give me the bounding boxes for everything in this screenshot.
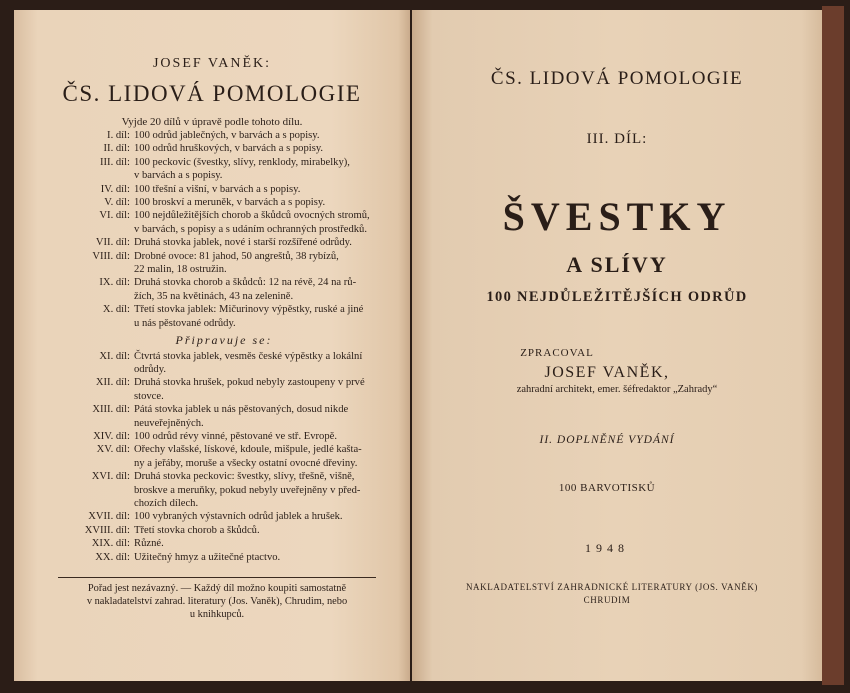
- volume-item: [54, 524, 394, 537]
- note-line: Pořad jest nezávazný. — Každý díl možno koupiti samostatně: [87, 583, 347, 594]
- description-line: 100 odrůd hruškových, v barvách a s popisy.: [134, 143, 324, 155]
- year: 1948: [585, 541, 629, 555]
- compiled-by: ZPRACOVAL: [520, 347, 594, 359]
- volume-description: [134, 443, 394, 470]
- book-cover-edge: [822, 6, 844, 685]
- volume-description: [134, 510, 394, 523]
- description-line: Druhá stovka chorob a škůdců: 12 na révě, 24 na rů-: [134, 277, 357, 289]
- note: [44, 582, 390, 621]
- description-line: 22 malin, 18 ostružin.: [134, 264, 227, 276]
- author-role: zahradní architekt, emer. šéfredaktor „Zahrady“: [516, 384, 718, 395]
- preparing-heading: Připravuje se:: [175, 333, 273, 348]
- description-line: v barvách, s popisy a s udáním ochranných prostředků.: [134, 223, 368, 235]
- volume-description: [134, 183, 394, 196]
- book-subtitle: A SLÍVY: [566, 252, 668, 277]
- description-line: Různé.: [134, 538, 164, 550]
- volume-item: [54, 403, 394, 430]
- series-title: ČS. LIDOVÁ POMOLOGIE: [490, 68, 744, 89]
- volume-item: [54, 250, 394, 277]
- volume-description: [134, 551, 394, 564]
- description-line: 100 vybraných výstavních odrůd jablek a hrušek.: [134, 511, 343, 523]
- volume-description: [134, 303, 394, 330]
- volume-number: VI. díl:: [99, 210, 130, 222]
- intro-text: Vyjde 20 dílů v úpravě podle tohoto dílu.: [121, 116, 303, 128]
- description-line: Čtvrtá stovka jablek, vesměs české výpěstky a lokální: [134, 350, 363, 362]
- volume-item: [54, 470, 394, 510]
- volume-number: VIII. díl:: [92, 250, 130, 262]
- volume-number: IV. díl:: [100, 183, 130, 195]
- series-title: ČS. LIDOVÁ POMOLOGIE: [62, 81, 362, 106]
- volume-item: [54, 537, 394, 550]
- description-line: 100 broskví a meruněk, v barvách a s popisy.: [134, 197, 326, 209]
- volume-description: [134, 156, 394, 183]
- volume-item: [54, 276, 394, 303]
- description-line: Pátá stovka jablek u nás pěstovaných, dosud nikde: [134, 404, 349, 416]
- volume-description: [134, 524, 394, 537]
- volume-number: IX. díl:: [99, 277, 130, 289]
- volume-description: [134, 142, 394, 155]
- description-line: ny a jeřáby, moruše a všecky ostatní ovocné dřeviny.: [134, 457, 358, 469]
- description-line: 100 peckovic (švestky, slívy, renklody, mirabelky),: [134, 156, 350, 168]
- description-line: broskve a meruňky, pokud nebyly uveřejněny v před-: [134, 484, 361, 496]
- description-line: neuveřejněných.: [134, 417, 204, 429]
- volume-description: [134, 403, 394, 430]
- description-line: u nás pěstované odrůdy.: [134, 317, 236, 329]
- volume-number: XVI. díl:: [91, 471, 130, 483]
- description-line: Druhá stovka jablek, nové i starší rozšířené odrůdy.: [134, 237, 352, 249]
- description-line: 100 odrůd révy vinné, pěstované ve stř. Evropě.: [134, 430, 337, 442]
- volume-item: [54, 303, 394, 330]
- description-line: Druhá stovka hrušek, pokud nebyly zastoupeny v prvé: [134, 377, 365, 389]
- volume-number: XII. díl:: [95, 377, 130, 389]
- volume-item: [54, 156, 394, 183]
- volume-number: I. díl:: [107, 130, 130, 141]
- note-line: u knihkupců.: [189, 609, 245, 620]
- volume-item: [54, 129, 394, 142]
- right-page: [412, 10, 822, 681]
- volume-number: V. díl:: [104, 197, 130, 209]
- description-line: 100 třešní a višní, v barvách a s popisy.: [134, 183, 301, 195]
- description-line: chozích dílech.: [134, 497, 199, 509]
- volume-description: [134, 129, 394, 142]
- description-line: Drobné ovoce: 81 jahod, 50 angreštů, 38 rybízů,: [134, 250, 339, 262]
- volume-number: XVIII. díl:: [84, 524, 130, 536]
- volume-description: [134, 376, 394, 403]
- note-line: v nakladatelství zahrad. literatury (Jos. Vaněk), Chrudim, nebo: [86, 596, 348, 607]
- description-line: 100 odrůd jablečných, v barvách a s popisy.: [134, 130, 320, 141]
- volume-number: XIII. díl:: [92, 404, 130, 416]
- volume-number: XX. díl:: [95, 551, 130, 563]
- volume-description: [134, 537, 394, 550]
- description-line: stovce.: [134, 390, 164, 402]
- volume-description: [134, 209, 394, 236]
- volume-item: [54, 142, 394, 155]
- description-line: odrůdy.: [134, 363, 166, 375]
- volume-description: [134, 430, 394, 443]
- volume-number: XIV. díl:: [93, 430, 130, 442]
- volume-item: [54, 236, 394, 249]
- volume-number: III. díl:: [99, 156, 130, 168]
- volume-item: [54, 443, 394, 470]
- volume-description: [134, 470, 394, 510]
- city: CHRUDIM: [583, 595, 631, 605]
- volume-number: X. díl:: [102, 304, 130, 316]
- author-heading: JOSEF VANĚK:: [152, 56, 271, 71]
- volume-number: XVII. díl:: [88, 511, 130, 523]
- volume-item: [54, 209, 394, 236]
- volume-item: [54, 196, 394, 209]
- book-title: ŠVESTKY: [502, 194, 732, 239]
- volume-number: VII. díl:: [95, 237, 130, 249]
- publisher: NAKLADATELSTVÍ ZAHRADNICKÉ LITERATURY (JOS. VANĚK): [465, 582, 759, 592]
- description-line: Ořechy vlašské, lískové, kdoule, mišpule, jedlé kašta-: [134, 444, 362, 456]
- description-line: Užitečný hmyz a užitečné ptactvo.: [134, 551, 281, 563]
- volume-description: [134, 250, 394, 277]
- plates: 100 BARVOTISKŮ: [558, 482, 656, 494]
- volume-item: [54, 183, 394, 196]
- edition: II. DOPLNĚNÉ VYDÁNÍ: [539, 434, 675, 446]
- tagline: 100 NEJDŮLEŽITĚJŠÍCH ODRŮD: [486, 289, 748, 305]
- volume-description: [134, 236, 394, 249]
- divider: [58, 577, 376, 578]
- volume-label: III. DÍL:: [586, 131, 648, 147]
- volume-item: [54, 376, 394, 403]
- volume-number: II. díl:: [103, 143, 130, 155]
- volume-item: [54, 510, 394, 523]
- volume-number: XIX. díl:: [91, 538, 130, 550]
- volume-description: [134, 196, 394, 209]
- author-name: JOSEF VANĚK,: [544, 364, 670, 381]
- description-line: Třetí stovka chorob a škůdců.: [134, 524, 260, 536]
- left-page: [14, 10, 410, 681]
- volume-item: [54, 430, 394, 443]
- description-line: 100 nejdůležitějších chorob a škůdců ovocných stromů,: [134, 210, 370, 222]
- description-line: v barvách a s popisy.: [134, 170, 223, 182]
- description-line: Třetí stovka jablek: Mičurinovy výpěstky, ruské a jiné: [134, 304, 364, 316]
- description-line: žích, 35 na květinách, 43 na zelenině.: [134, 290, 294, 302]
- description-line: Druhá stovka peckovic: švestky, slívy, třešně, višně,: [134, 471, 355, 483]
- volume-description: [134, 276, 394, 303]
- volume-number: XV. díl:: [96, 444, 130, 456]
- volume-number: XI. díl:: [99, 350, 130, 362]
- volume-item: [54, 551, 394, 564]
